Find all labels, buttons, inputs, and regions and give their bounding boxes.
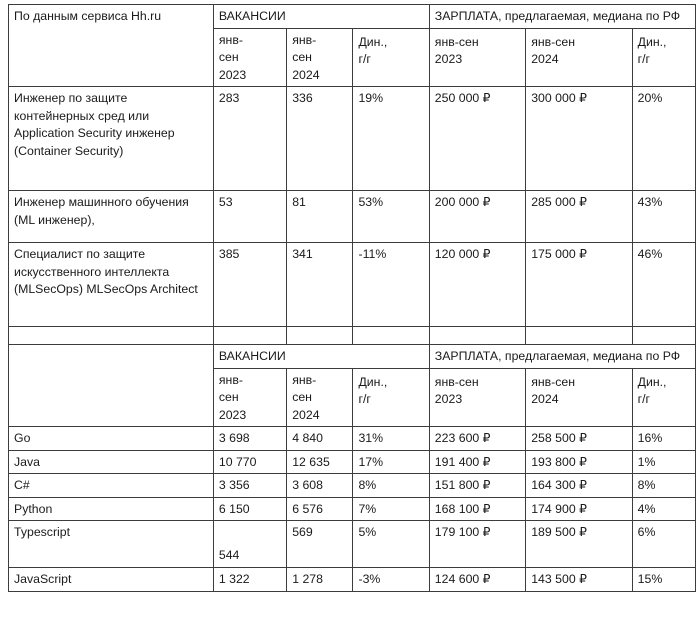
language-name-cell: JavaScript: [9, 568, 214, 592]
language-vac-2024: 12 635: [287, 450, 353, 474]
role-sal-2024: 300 000 ₽: [526, 87, 632, 191]
language-name-cell: Java: [9, 450, 214, 474]
role-vac-2024: 81: [287, 191, 353, 243]
language-vac-dynamic: 7%: [353, 497, 429, 521]
table-row: [9, 497, 696, 521]
language-sal-dynamic: 8%: [632, 474, 695, 498]
role-vac-2023: 385: [213, 243, 286, 327]
group-header-salary-2: ЗАРПЛАТА, предлагаемая, медиана по РФ: [429, 345, 695, 369]
subheader-vac-2024: [287, 368, 353, 427]
language-sal-2023: 223 600 ₽: [429, 427, 525, 451]
subheader-line: сен: [218, 50, 239, 64]
subheader-line: г/г: [637, 392, 651, 406]
vacancies-salaries-table: [8, 4, 696, 592]
language-sal-dynamic: 15%: [632, 568, 695, 592]
table-header-group-row: [9, 5, 696, 29]
language-vac-dynamic: -3%: [353, 568, 429, 592]
language-sal-dynamic: 4%: [632, 497, 695, 521]
subheader-sal-2023: [429, 28, 525, 87]
role-sal-dynamic: 46%: [632, 243, 695, 327]
role-vac-dynamic: 19%: [353, 87, 429, 191]
subheader-vac-dynamic: [353, 28, 429, 87]
subheader-sal-2023: [429, 368, 525, 427]
language-vac-2024: 4 840: [287, 427, 353, 451]
language-sal-2024: 189 500 ₽: [526, 521, 632, 568]
table-row: [9, 243, 696, 327]
subheader-line: сен: [218, 390, 239, 404]
role-name-cell: Специалист по защите искусственного интеллекта (MLSecOps) MLSecOps Architect: [9, 243, 214, 327]
section-spacer-row: [9, 327, 696, 345]
subheader-sal-dynamic: [632, 368, 695, 427]
role-vac-2023: 53: [213, 191, 286, 243]
language-vac-2024: 3 608: [287, 474, 353, 498]
table-row: [9, 191, 696, 243]
subheader-line: янв-сен: [531, 34, 576, 49]
subheader-line: янв-: [218, 372, 243, 387]
subheader-line: 2023: [218, 67, 247, 82]
subheader-line: янв-: [292, 32, 317, 47]
language-sal-2024: 143 500 ₽: [526, 568, 632, 592]
subheader-line: Дин.,: [637, 34, 667, 49]
language-sal-2023: 124 600 ₽: [429, 568, 525, 592]
subheader-line: янв-: [218, 32, 243, 47]
subheader-sal-2024: [526, 28, 632, 87]
language-name-cell: Python: [9, 497, 214, 521]
table-row: [9, 474, 696, 498]
language-vac-dynamic: 8%: [353, 474, 429, 498]
language-sal-2024: 164 300 ₽: [526, 474, 632, 498]
subheader-line: 2023: [218, 407, 247, 422]
language-sal-2024: 174 900 ₽: [526, 497, 632, 521]
spacer-cell: [429, 327, 525, 345]
subheader-vac-2024: [287, 28, 353, 87]
spacer-cell: [9, 327, 214, 345]
table-row: [9, 450, 696, 474]
language-vac-2023: 3 698: [213, 427, 286, 451]
subheader-line: сен: [292, 50, 312, 64]
language-vac-2023: 1 322: [213, 568, 286, 592]
language-vac-2023: 544: [213, 521, 286, 568]
role-sal-2024: 285 000 ₽: [526, 191, 632, 243]
language-name-cell: Go: [9, 427, 214, 451]
table-row: [9, 521, 696, 568]
language-name-cell: C#: [9, 474, 214, 498]
language-sal-2023: 168 100 ₽: [429, 497, 525, 521]
subheader-vac-2023: [213, 28, 286, 87]
group-header-vacancies-2: ВАКАНСИИ: [213, 345, 429, 369]
language-sal-2024: 258 500 ₽: [526, 427, 632, 451]
subheader-sal-dynamic: [632, 28, 695, 87]
subheader-line: янв-сен: [531, 374, 576, 389]
subheader-line: 2023: [434, 392, 463, 406]
subheader-line: 2023: [434, 52, 463, 66]
role-vac-2024: 341: [287, 243, 353, 327]
subheader-sal-2024: [526, 368, 632, 427]
spacer-cell: [632, 327, 695, 345]
subheader-line: Дин.,: [358, 374, 388, 389]
spacer-cell: [353, 327, 429, 345]
role-vac-2023: 283: [213, 87, 286, 191]
language-vac-2023: 3 356: [213, 474, 286, 498]
source-label-cell: По данным сервиса Hh.ru: [9, 5, 214, 87]
role-sal-2023: 120 000 ₽: [429, 243, 525, 327]
role-vac-dynamic: 53%: [353, 191, 429, 243]
table-header-group-row-2: [9, 345, 696, 369]
subheader-line: 2024: [292, 67, 320, 82]
subheader-line: г/г: [358, 52, 371, 66]
subheader-line: 2024: [531, 52, 559, 66]
role-vac-dynamic: -11%: [353, 243, 429, 327]
role-sal-2023: 200 000 ₽: [429, 191, 525, 243]
role-name-cell: Инженер машинного обучения (ML инженер),: [9, 191, 214, 243]
subheader-line: янв-сен: [434, 374, 479, 389]
language-vac-2023: 6 150: [213, 497, 286, 521]
language-vac-2024: 1 278: [287, 568, 353, 592]
subheader-line: 2024: [292, 407, 320, 422]
subheader-line: сен: [292, 390, 312, 404]
language-sal-2023: 151 800 ₽: [429, 474, 525, 498]
language-sal-2023: 191 400 ₽: [429, 450, 525, 474]
role-name-cell: Инженер по защите контейнерных сред или Application Security инженер (Container Security): [9, 87, 214, 191]
language-sal-dynamic: 6%: [632, 521, 695, 568]
spacer-cell: [526, 327, 632, 345]
language-sal-dynamic: 1%: [632, 450, 695, 474]
language-sal-2023: 179 100 ₽: [429, 521, 525, 568]
language-vac-dynamic: 17%: [353, 450, 429, 474]
spacer-cell: [213, 327, 286, 345]
role-sal-2024: 175 000 ₽: [526, 243, 632, 327]
group-header-salary: ЗАРПЛАТА, предлагаемая, медиана по РФ: [429, 5, 695, 29]
subheader-line: Дин.,: [358, 34, 388, 49]
subheader-line: янв-: [292, 372, 317, 387]
group-header-vacancies: ВАКАНСИИ: [213, 5, 429, 29]
role-sal-2023: 250 000 ₽: [429, 87, 525, 191]
language-vac-2024: 569: [287, 521, 353, 568]
subheader-line: г/г: [637, 52, 651, 66]
language-vac-dynamic: 31%: [353, 427, 429, 451]
language-sal-dynamic: 16%: [632, 427, 695, 451]
subheader-line: 2024: [531, 392, 559, 406]
language-vac-2024: 6 576: [287, 497, 353, 521]
subheader-line: Дин.,: [637, 374, 667, 389]
role-vac-2024: 336: [287, 87, 353, 191]
table-row: [9, 87, 696, 191]
empty-corner-cell: [9, 345, 214, 427]
role-sal-dynamic: 20%: [632, 87, 695, 191]
subheader-line: янв-сен: [434, 34, 479, 49]
language-sal-2024: 193 800 ₽: [526, 450, 632, 474]
role-sal-dynamic: 43%: [632, 191, 695, 243]
language-vac-dynamic: 5%: [353, 521, 429, 568]
language-name-cell: Typescript: [9, 521, 214, 568]
subheader-vac-2023: [213, 368, 286, 427]
table-row: [9, 568, 696, 592]
language-vac-2023: 10 770: [213, 450, 286, 474]
table-row: [9, 427, 696, 451]
subheader-line: г/г: [358, 392, 371, 406]
spacer-cell: [287, 327, 353, 345]
subheader-vac-dynamic: [353, 368, 429, 427]
